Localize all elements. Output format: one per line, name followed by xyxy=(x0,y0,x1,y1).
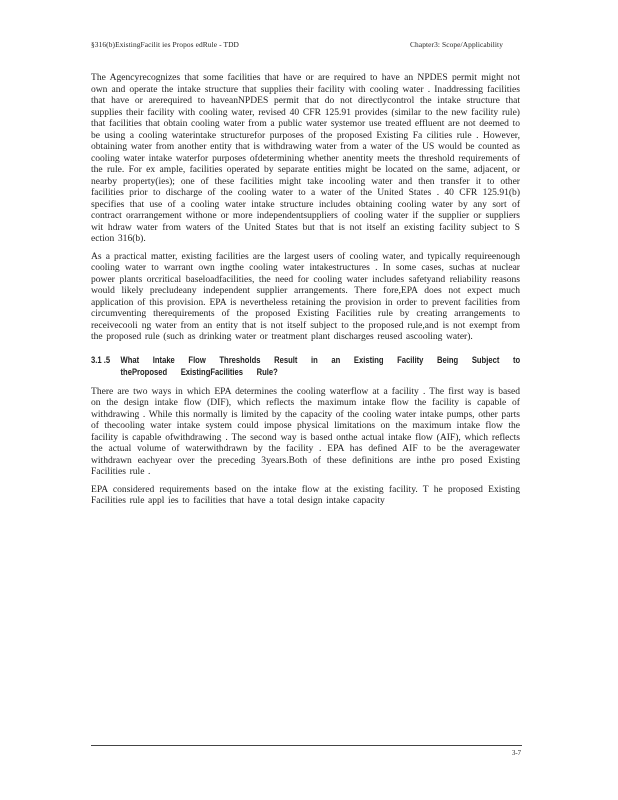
page-number: 3-7 xyxy=(512,750,522,757)
running-header-right: Chapter3: Scope/Applicability xyxy=(410,40,504,49)
page-body xyxy=(91,72,520,513)
footer-rule xyxy=(91,745,522,746)
section-title: What Intake Flow Thresholds Result in an Existing Facility Being Subject to theProposed ExistingFacilities Rule? xyxy=(120,354,521,377)
section-heading xyxy=(91,354,520,378)
body-paragraph: As a practical matter, existing facilities are the largest users of cooling water, and typically requireenough cooling water to warrant own ingthe cooling water intakestructures . In some cases, suchas at nuclear power plants orcritical baseloadfacilities, the need for cooling water includes safetyand reliability reasons would likely precludeany independent supplier arrangements. There fore,EPA does not expect much application of this provision. EPA is nevertheless retaining the provision in order to prevent facilities from circumventing therequirements of the proposed Existing Facilities rule by creating arrangements to receivecooli ng water from an entity that is not itself subject to the proposed rule,and is not exempt from the proposed rule (such as drinking water or treatment plant discharges reused ascooling water). xyxy=(91,250,520,342)
body-paragraph: EPA considered requirements based on the intake flow at the existing facility. T he proposed Existing Facilities rule appl ies to facilities that have a total design intake capacity xyxy=(91,483,520,506)
running-header-left: §316(b)ExistingFacilit ies Propos edRule - TDD xyxy=(91,40,239,49)
body-paragraph: The Agencyrecognizes that some facilities that have or are required to have an NPDES permit might not own and operate the intake structure that supplies their facility with cooling water . Inaddressing facilities that have or arerequired to haveanNPDES permit that do not directlycontrol the intake structure that supplies their facility with cooling water, revised 40 CFR 125.91 provides (similar to the new facility rule) that facilities that obtain cooling water from a public water systemor use treated effluent are not deemed to be using a cooling waterintake structurefor purposes of the proposed Existing Fa cilities rule . However, obtaining water from another entity that is withdrawing water from a water of the US would be counted as cooling water intake waterfor purposes ofdetermining whether anentity meets the threshold requirements of the rule. For ex ample, facilities operated by separate entities might be located on the same, adjacent, or nearby property(ies); one of these facilities might take incooling water and then transfer it to other facilities prior to discharge of the cooling water to a water of the United States . 40 CFR 125.91(b) specifies that use of a cooling water intake structure includes obtaining cooling water by any sort of contract orarrangement withone or more independentsuppliers of cooling water if the supplier or suppliers wit hdraw water from waters of the United States but that is not itself an existing facility subject to S ection 316(b). xyxy=(91,72,520,244)
body-paragraph: There are two ways in which EPA determines the cooling waterflow at a facility . The first way is based on the design intake flow (DIF), which reflects the maximum intake flow the facility is capable of withdrawing . While this normally is limited by the capacity of the cooling water intake pumps, other parts of thecooling water intake system could impose physical limitations on the maximum intake flow the facility is capable ofwithdrawing . The second way is based onthe actual intake flow (AIF), which reflects the actual volume of waterwithdrawn by the facility . EPA has defined AIF to be the averagewater withdrawn eachyear over the preceding 3years.Both of these definitions are inthe pro posed Existing Facilities rule . xyxy=(91,385,520,477)
section-number: 3.1 .5 xyxy=(91,354,111,365)
